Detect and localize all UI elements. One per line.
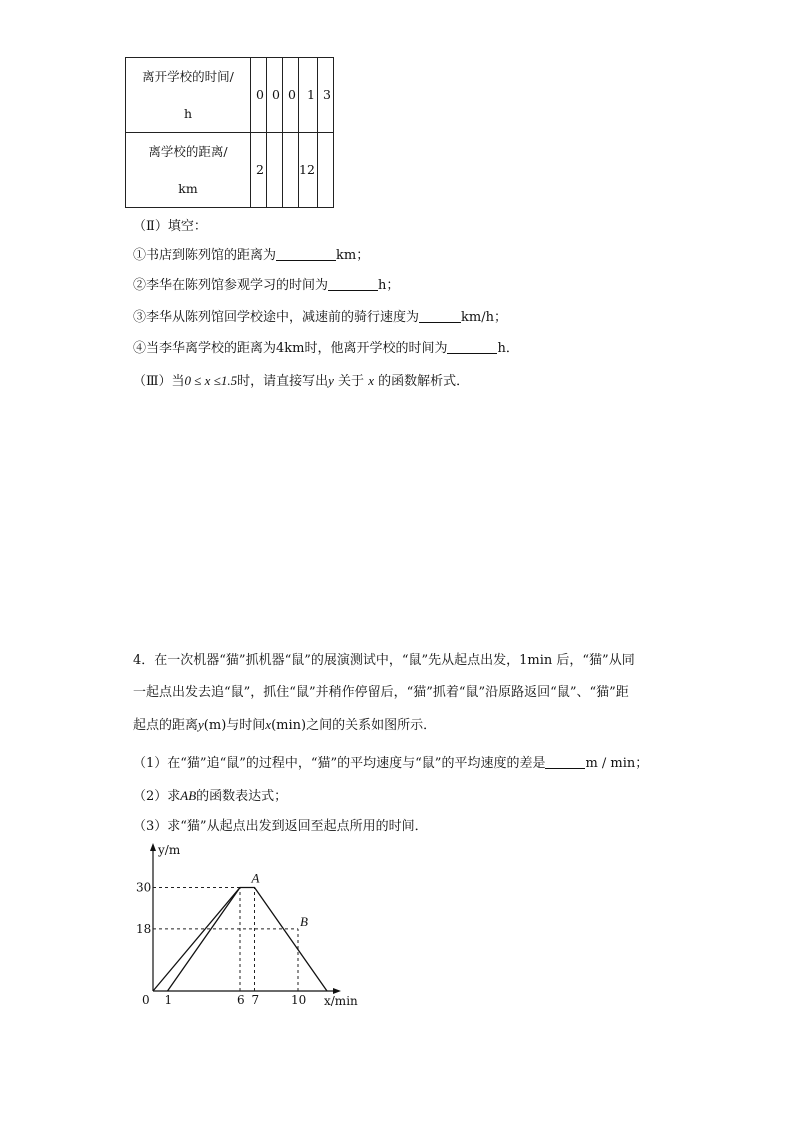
table-cell: 0: [267, 58, 283, 133]
answer-blank[interactable]: [545, 754, 585, 769]
point-label-a: A: [251, 870, 260, 886]
x-tick-label: 1: [164, 993, 173, 1007]
problem4-q3: （3）求“猫”从起点出发到返回至起点所用的时间．: [133, 819, 428, 834]
table-cell: 3: [317, 58, 333, 133]
part2-q2: ②李华在陈列馆参观学习的时间为 h；: [133, 278, 400, 293]
part2-title: （Ⅱ）填空：: [133, 219, 207, 234]
part2-q3: ③李华从陈列馆回学校途中，减速前的骑行速度为 km/h；: [133, 310, 507, 325]
table-cell: [317, 133, 333, 208]
table-cell: 12: [299, 133, 318, 208]
series-line-cat: [168, 888, 328, 992]
y-tick-label: 30: [136, 880, 152, 895]
x-tick-label: 6: [237, 993, 245, 1007]
answer-blank[interactable]: [276, 246, 336, 261]
distance-time-graph: [128, 838, 368, 1013]
y-axis-arrow: [150, 843, 156, 851]
table-row: [126, 58, 334, 133]
data-table: [125, 57, 334, 208]
part3-question: （Ⅲ）当0 ≤ x ≤1.5时，请直接写出y 关于 x 的函数解析式．: [133, 373, 470, 389]
y-axis-label: y/m: [158, 843, 181, 857]
problem4-stem: 4．在一次机器“猫”抓机器“鼠”的展演测试中，“鼠”先从起点出发，1min 后，“猫”从同 一起点出发去追“鼠”，抓住“鼠”并稍作停留后，“猫”抓着“鼠”沿原路返回“鼠”、“猫”距 起点的距离y(m)与时间x(min)之间的关系如图所示．: [133, 653, 635, 733]
answer-blank[interactable]: [419, 308, 461, 323]
table-cell: [267, 133, 283, 208]
part2-q1: ①书店到陈列馆的距离为 km；: [133, 248, 370, 263]
table-header-distance: 离学校的距离/ km: [126, 133, 251, 208]
table-row: [126, 133, 334, 208]
x-tick-label: 10: [291, 993, 307, 1007]
problem4-q2: （2）求AB的函数表达式；: [133, 788, 288, 804]
answer-blank[interactable]: [447, 339, 497, 354]
problem4-q1: （1）在“猫”追“鼠”的过程中，“猫”的平均速度与“鼠”的平均速度的差是 m / min；: [133, 756, 649, 771]
table-cell: 2: [251, 133, 267, 208]
part2-q4: ④当李华离学校的距离为4km时，他离开学校的时间为 h．: [133, 341, 519, 356]
table-cell: 1: [299, 58, 318, 133]
table-cell: [283, 133, 299, 208]
x-tick-label: 7: [251, 993, 260, 1007]
point-label-b: B: [300, 913, 308, 929]
y-tick-label: 18: [136, 921, 152, 936]
origin-label: 0: [142, 993, 150, 1007]
series-line-mouse: [153, 888, 240, 992]
plot-area: [136, 843, 358, 1008]
table-cell: 0: [251, 58, 267, 133]
table-header-time: 离开学校的时间/ h: [126, 58, 251, 133]
answer-blank[interactable]: [328, 276, 378, 291]
x-axis-label: x/min: [324, 994, 358, 1008]
table-cell: 0: [283, 58, 299, 133]
